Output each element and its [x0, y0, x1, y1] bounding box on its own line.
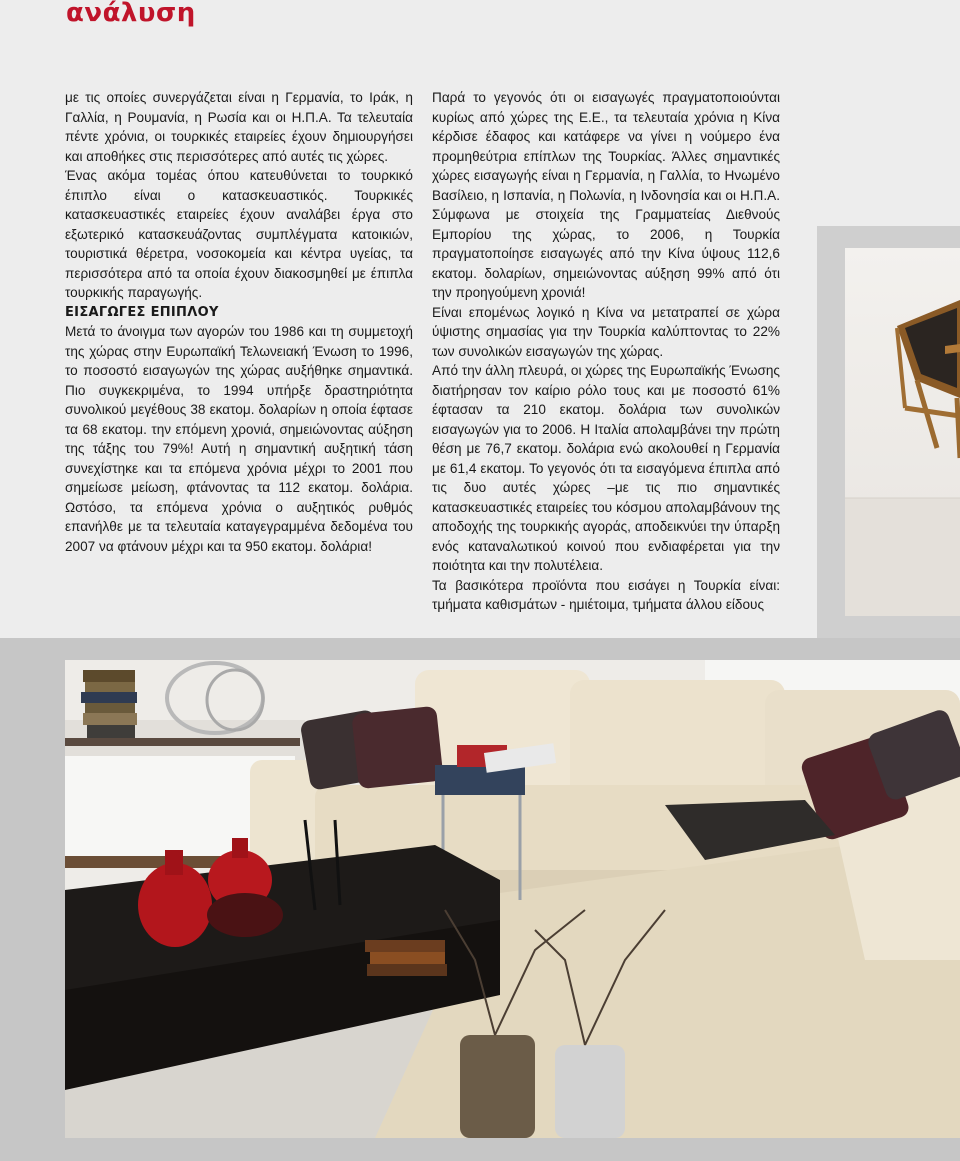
paragraph: με τις οποίες συνεργάζεται είναι η Γερμανία, το Ιράκ, η Γαλλία, η Ρουμανία, η Ρωσία και οι Η.Π.Α. Τα τελευταία πέντε χρόνια, οι τουρκικές εταιρείες έχουν δημιουργήσει και αποθήκες στις περισσότερες από αυτές τις χώρες. — [65, 90, 413, 164]
living-room-sofa-photo — [65, 660, 960, 1138]
subheading: ΕΙΣΑΓΩΓΕΣ ΕΠΙΠΛΟΥ — [65, 304, 219, 320]
living-room-illustration — [65, 660, 960, 1138]
paragraph: Ένας ακόμα τομέας όπου κατευθύνεται το τουρκικό έπιπλο είναι ο κατασκευαστικός. Τουρκικές κατασκευαστικές εταιρείες έχουν αναλάβει έργα στο εξωτερικό κατασκευάζοντας συμπλέγματα κατοικιών, τουριστικά θέρετρα, νοσοκομεία και κέντρα υγείας, τα περισσότερα από τα οποία έχουν διακοσμηθεί με έπιπλα τουρκικής παραγωγής. — [65, 168, 413, 300]
paragraph: Τα βασικότερα προϊόντα που εισάγει η Τουρκία είναι: τμήματα καθισμάτων - ημιέτοιμα, τμήματα άλλου είδους — [432, 577, 780, 612]
paragraph: Είναι επομένως λογικό η Κίνα να μετατραπεί σε χώρα ύψιστης σημασίας για την Τουρκία καλύπτοντας το 22% των συνολικών εισαγωγών της χώρας. — [432, 304, 780, 359]
paragraph: Μετά το άνοιγμα των αγορών του 1986 και τη συμμετοχή της χώρας στην Ευρωπαϊκή Τελωνειακή Ένωση το 1996, το ποσοστό εισαγωγών της χώρας αυξήθηκε σημαντικά. Πιο συγκεκριμένα, το 1994 υπήρξε δραστηριότητα συνολικού μεγέθους 38 εκατομ. δολαρίων η οποία έφτασε τα 68 εκατομ. την επόμενη χρονιά, σημειώνοντας αύξηση της τάξης του 79%! Αυτή η σημαντική αυξητική τάση συνεχίστηκε και τα επόμενα χρόνια μέχρι το 2001 που σημείωσε μείωση, φτάνοντας τα 112 εκατομ. δολάρια. Ωστόσο, τα επόμενα χρόνια ο αυξητικός ρυθμός επανήλθε με τα τελευταία καταγεγραμμένα δεδομένα του 2007 να φτάνουν μέχρι και τα 950 εκατομ. δολάρια! — [65, 324, 413, 554]
right-text-column — [432, 88, 780, 615]
paragraph: Από την άλλη πλευρά, οι χώρες της Ευρωπαϊκής Ένωσης διατήρησαν τον καίριο ρόλο τους και με ποσοστό 61% έφτασαν τα 210 εκατομ. δολάρια των συνολικών εισαγωγών για το 2006. Η Ιταλία απολαμβάνει την πρώτη θέση με 76,7 εκατομ. δολάρια ενώ ακολουθεί η Γερμανία με 61,4 εκατομ. Το γεγονός ότι τα εισαγόμενα έπιπλα από τις δυο αυτές χώρες –με τις πιο σημαντικές κατασκευαστικές εταιρείες του κόσμου απολαμβάνουν της αποδοχής της τουρκικής αγοράς, αποδεικνύει την ύπαρξη ενός καταναλωτικού κοινού που ενδιαφέρεται για την ποιότητα και την πολυτέλεια. — [432, 363, 780, 573]
paragraph: Παρά το γεγονός ότι οι εισαγωγές πραγματοποιούνται κυρίως από χώρες της Ε.Ε., τα τελευταία χρόνια η Κίνα κέρδισε έδαφος και κατάφερε να γίνει η νούμερο ένα προμηθεύτρια επίπλων της Τουρκίας. Άλλες σημαντικές χώρες εισαγωγής είναι η Γερμανία, η Γαλλία, το Ηνωμένο Βασίλειο, η Ισπανία, η Πολωνία, η Ινδονησία και οι Η.Π.Α. Σύμφωνα με στοιχεία της Γραμματείας Διεθνούς Εμπορίου της χώρας, το 2006, η Τουρκία πραγματοποίησε εισαγωγές από την Κίνα ύψους 112,6 εκατομ. δολαρίων, σημειώνοντας αύξηση 99% από ότι την προηγούμενη χρονιά! — [432, 90, 780, 300]
side-table-illustration — [845, 248, 960, 616]
left-text-column — [65, 88, 413, 556]
section-title: ανάλυση — [66, 0, 196, 28]
side-table-photo — [817, 226, 960, 638]
